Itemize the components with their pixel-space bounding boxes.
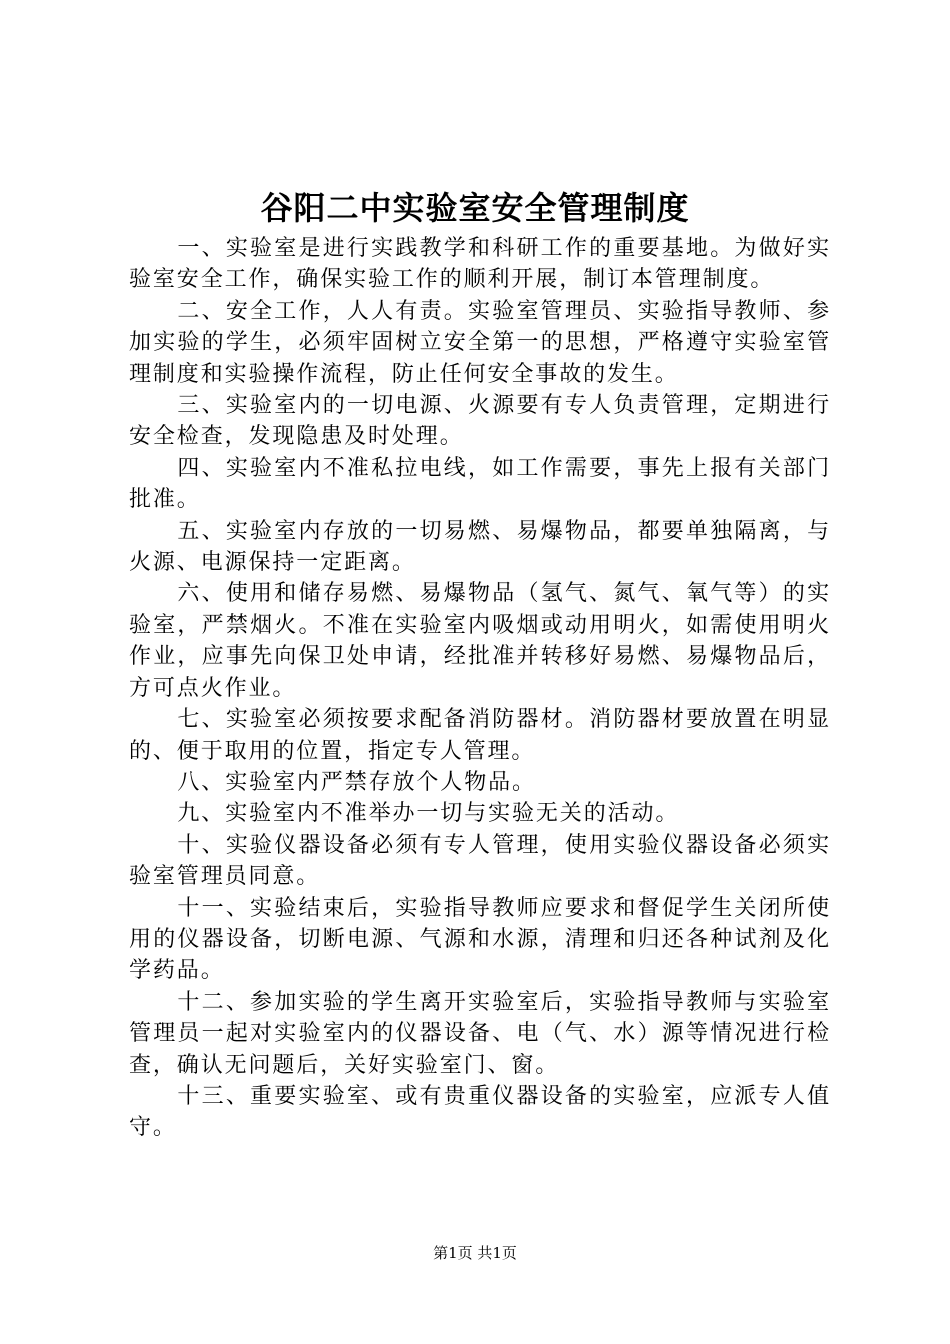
paragraph-7: 七、实验室必须按要求配备消防器材。消防器材要放置在明显的、便于取用的位置，指定专人管理。 (129, 707, 831, 764)
paragraph-8: 八、实验室内严禁存放个人物品。 (177, 769, 536, 795)
paragraph-3: 三、实验室内的一切电源、火源要有专人负责管理，定期进行安全检查，发现隐患及时处理。 (129, 393, 831, 450)
paragraph-2: 二、安全工作，人人有责。实验室管理员、实验指导教师、参加实验的学生，必须牢固树立安全第一的思想，严格遵守实验室管理制度和实验操作流程，防止任何安全事故的发生。 (129, 298, 831, 387)
paragraph-1: 一、实验室是进行实践教学和科研工作的重要基地。为做好实验室安全工作，确保实验工作的顺利开展，制订本管理制度。 (129, 236, 831, 293)
paragraph-12: 十二、参加实验的学生离开实验室后，实验指导教师与实验室管理员一起对实验室内的仪器设备、电（气、水）源等情况进行检查，确认无问题后，关好实验室门、窗。 (129, 989, 831, 1078)
paragraph-10: 十、实验仪器设备必须有专人管理，使用实验仪器设备必须实验室管理员同意。 (129, 832, 831, 890)
paragraph-9: 九、实验室内不准举办一切与实验无关的活动。 (177, 801, 680, 827)
paragraph-11: 十一、实验结束后，实验指导教师应要求和督促学生关闭所使用的仪器设备，切断电源、气源和水源，清理和归还各种试剂及化学药品。 (129, 895, 831, 984)
paragraph-13: 十三、重要实验室、或有贵重仪器设备的实验室，应派专人值守。 (129, 1083, 831, 1141)
document-body (129, 233, 831, 1144)
paragraph-4: 四、实验室内不准私拉电线，如工作需要，事先上报有关部门批准。 (129, 455, 831, 513)
page-footer: 第1页 共1页 (433, 1244, 517, 1262)
paragraph-6: 六、使用和储存易燃、易爆物品（氢气、氮气、氧气等）的实验室，严禁烟火。不准在实验室内吸烟或动用明火，如需使用明火作业，应事先向保卫处申请，经批准并转移好易燃、易爆物品后，方可点火作业。 (129, 581, 831, 701)
paragraph-5: 五、实验室内存放的一切易燃、易爆物品，都要单独隔离，与火源、电源保持一定距离。 (129, 518, 831, 576)
document-title: 谷阳二中实验室安全管理制度 (260, 189, 690, 227)
